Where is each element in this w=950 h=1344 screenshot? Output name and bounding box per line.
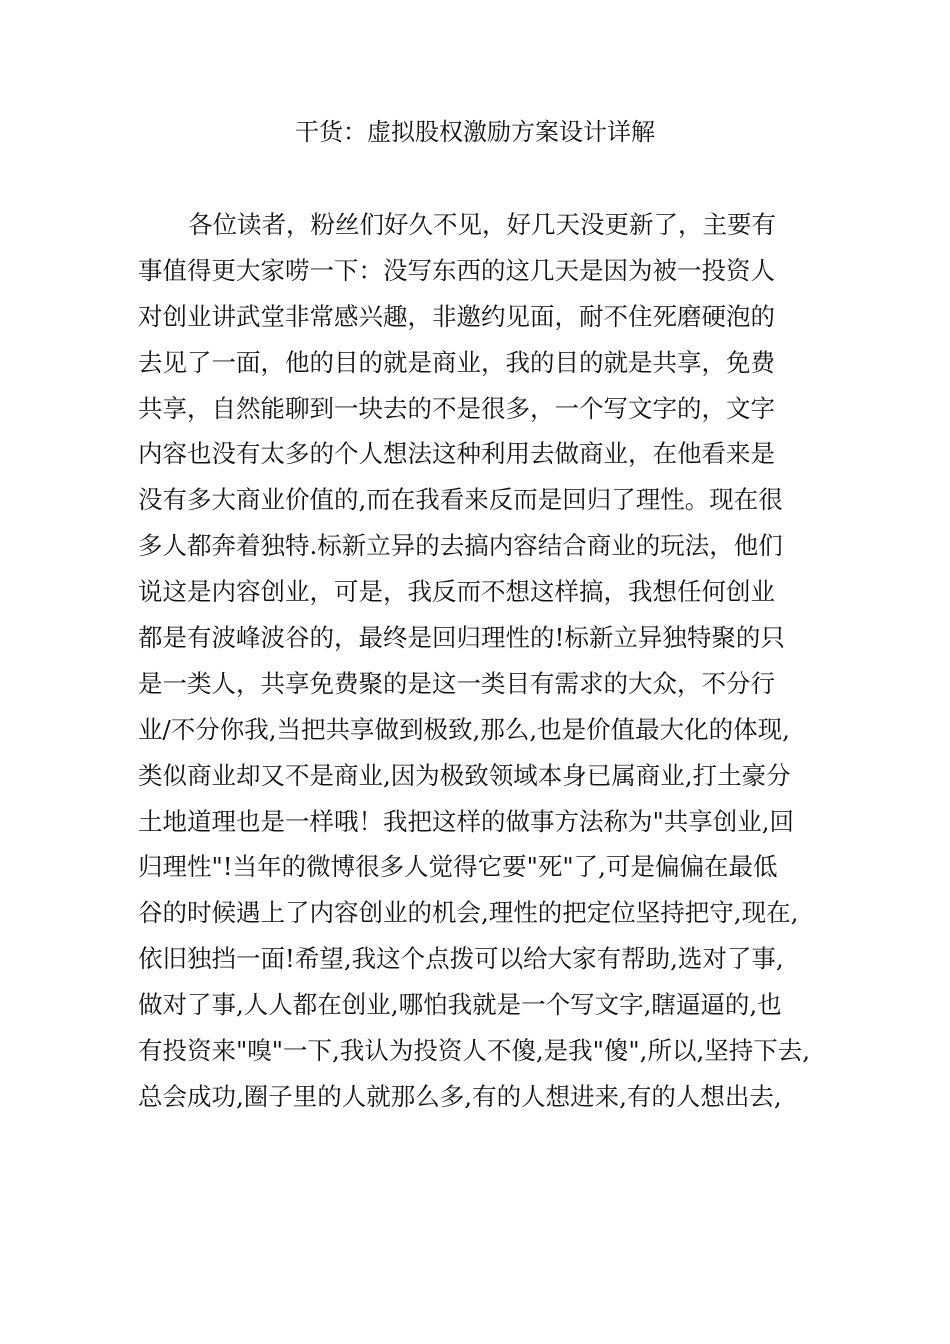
body-line: 共享，自然能聊到一块去的不是很多，一个写文字的，文字 [138, 393, 775, 423]
body-line: 内容也没有太多的个人想法这种利用去做商业，在他看来是 [138, 439, 775, 469]
body-line: 去见了一面，他的目的就是商业，我的目的就是共享，免费 [138, 347, 775, 377]
body-line: 没有多大商业价值的,而在我看来反而是回归了理性。现在很 [138, 485, 783, 515]
body-line: 是一类人，共享免费聚的是这一类目有需求的大众，不分行 [138, 668, 775, 698]
body-line: 有投资来"嗅"一下,我认为投资人不傻,是我"傻",所以,坚持下去, [138, 1036, 811, 1066]
body-line: 类似商业却又不是商业,因为极致领域本身已属商业,打土豪分 [138, 760, 791, 790]
body-line: 归理性"!当年的微博很多人觉得它要"死"了,可是偏偏在最低 [138, 852, 778, 882]
body-line: 谷的时候遇上了内容创业的机会,理性的把定位坚持把守,现在, [138, 898, 799, 928]
body-line: 对创业讲武堂非常感兴趣，非邀约见面，耐不住死磨硬泡的 [138, 301, 775, 331]
body-line: 多人都奔着独特.标新立异的去搞内容结合商业的玩法，他们 [138, 531, 783, 561]
body-line: 都是有波峰波谷的，最终是回归理性的!标新立异独特聚的只 [138, 623, 785, 653]
body-line: 总会成功,圈子里的人就那么多,有的人想进来,有的人想出去, [138, 1081, 782, 1111]
body-line: 做对了事,人人都在创业,哪怕我就是一个写文字,瞎逼逼的,也 [138, 990, 782, 1020]
document-title: 干货：虚拟股权激励方案设计详解 [295, 118, 655, 146]
body-line: 依旧独挡一面!希望,我这个点拨可以给大家有帮助,选对了事, [138, 944, 784, 974]
body-line: 事值得更大家唠一下：没写东西的这几天是因为被一投资人 [138, 255, 775, 285]
body-line: 说这是内容创业，可是，我反而不想这样搞，我想任何创业 [138, 577, 775, 607]
body-line: 各位读者，粉丝们好久不见，好几天没更新了，主要有 [188, 210, 776, 239]
body-line: 业/不分你我,当把共享做到极致,那么,也是价值最大化的体现, [138, 714, 790, 744]
document-body [138, 202, 828, 1120]
body-line: 土地道理也是一样哦！我把这样的做事方法称为"共享创业,回 [138, 806, 795, 836]
